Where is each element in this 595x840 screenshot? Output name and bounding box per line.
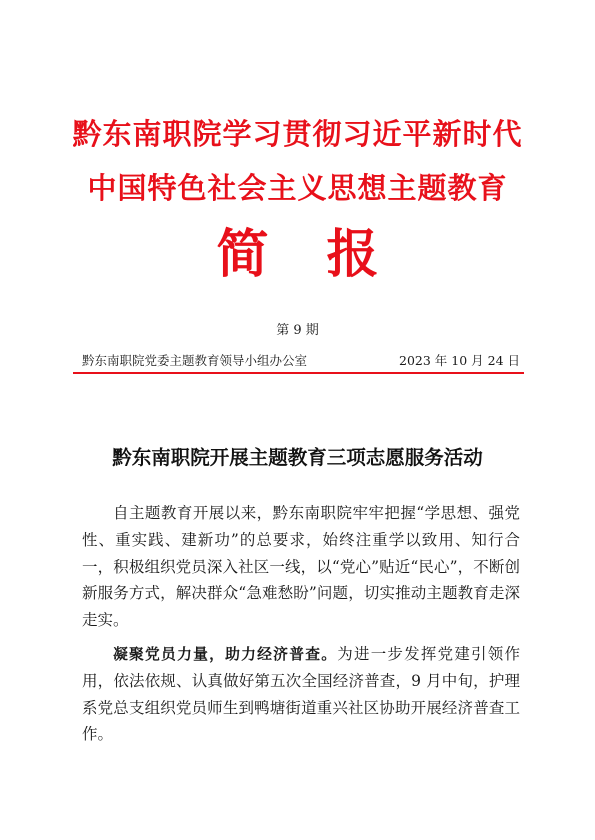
article-paragraph [82, 500, 520, 633]
paragraph-text: 为进一步发挥党建引领作用，依法依规、认真做好第五次全国经济普查，9 月中旬，护理系党总支组织党员师生到鸭塘街道重兴社区协助开展经济普查工作。 [82, 645, 520, 744]
header-title-bulletin: 简报 [216, 224, 437, 285]
issue-date: 2023 年 10 月 24 日 [399, 353, 520, 368]
header-title-line1: 黔东南职院学习贯彻习近平新时代 [72, 117, 523, 151]
article-title: 黔东南职院开展主题教育三项志愿服务活动 [112, 446, 483, 469]
header-title-line2: 中国特色社会主义思想主题教育 [87, 171, 508, 205]
header-divider [73, 372, 524, 374]
issue-number: 第 9 期 [276, 323, 319, 338]
paragraph-text: 自主题教育开展以来，黔东南职院牢牢把握“学思想、强党性、重实践、建新功”的总要求，始终注重学以致用、知行合一，积极组织党员深入社区一线，以“党心”贴近“民心”，不断创新服务方式，解决群众“急难愁盼”问题，切实推动主题教育走深走实。 [82, 504, 520, 629]
article-paragraph [82, 641, 520, 748]
issuer-office: 黔东南职院党委主题教育领导小组办公室 [82, 353, 308, 368]
paragraph-lead: 凝聚党员力量，助力经济普查。 [113, 646, 338, 663]
